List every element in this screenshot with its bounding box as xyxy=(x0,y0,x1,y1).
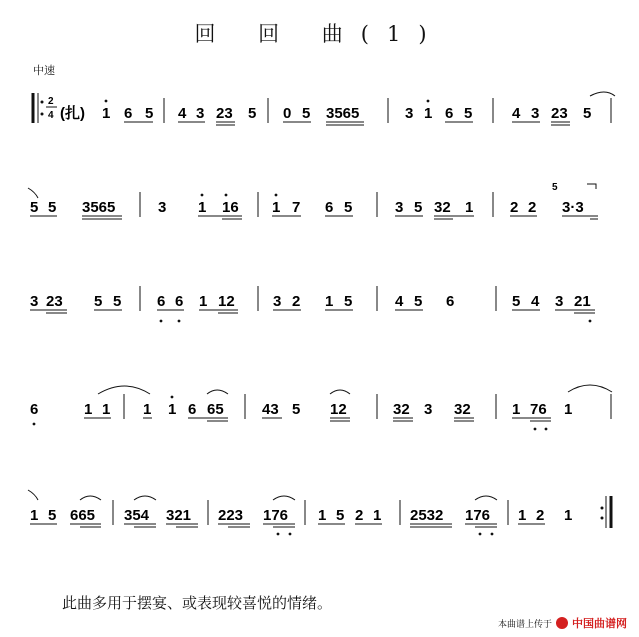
svg-text:1: 1 xyxy=(318,507,327,524)
site-logo-icon xyxy=(556,617,568,629)
svg-text:32: 32 xyxy=(454,401,471,418)
svg-text:1: 1 xyxy=(168,401,177,418)
footer-site[interactable]: 中国曲谱网 xyxy=(572,617,627,630)
svg-text:5: 5 xyxy=(464,105,473,122)
svg-text:1: 1 xyxy=(199,293,208,310)
svg-text:5: 5 xyxy=(145,105,154,122)
svg-text:21: 21 xyxy=(574,293,591,310)
svg-text:354: 354 xyxy=(124,507,150,524)
svg-text:12: 12 xyxy=(330,401,347,418)
row-5 xyxy=(28,490,611,535)
svg-text:5: 5 xyxy=(512,293,521,310)
svg-text:4: 4 xyxy=(395,293,404,310)
tempo-mark: 中速 xyxy=(33,64,55,77)
svg-text:32: 32 xyxy=(393,401,410,418)
svg-text:3·3: 3·3 xyxy=(562,199,584,216)
svg-text:5: 5 xyxy=(292,401,301,418)
svg-text:2: 2 xyxy=(536,507,545,524)
svg-text:1: 1 xyxy=(272,199,281,216)
svg-text:23: 23 xyxy=(551,105,568,122)
svg-text:23: 23 xyxy=(46,293,63,310)
grace-note: 5 xyxy=(552,182,558,193)
time-sig-bottom: 4 xyxy=(48,110,54,121)
score-title: 回 回 曲(1) xyxy=(194,22,445,46)
svg-text:665: 665 xyxy=(70,507,96,524)
svg-text:1: 1 xyxy=(198,199,207,216)
svg-text:5: 5 xyxy=(583,105,592,122)
svg-text:5: 5 xyxy=(302,105,311,122)
svg-text:3: 3 xyxy=(405,105,414,122)
svg-text:1: 1 xyxy=(424,105,433,122)
svg-text:3: 3 xyxy=(273,293,282,310)
svg-text:1: 1 xyxy=(564,401,573,418)
svg-text:5: 5 xyxy=(48,199,57,216)
svg-text:3565: 3565 xyxy=(82,199,116,216)
footer xyxy=(498,615,627,631)
technique-mark: (扎) xyxy=(60,105,85,122)
svg-text:76: 76 xyxy=(530,401,547,418)
svg-text:1: 1 xyxy=(518,507,527,524)
footer-prefix: 本曲谱上传于 xyxy=(497,619,552,630)
svg-text:5: 5 xyxy=(30,199,39,216)
svg-text:6: 6 xyxy=(188,401,197,418)
svg-text:16: 16 xyxy=(222,199,239,216)
svg-text:1: 1 xyxy=(102,401,111,418)
svg-text:1: 1 xyxy=(143,401,152,418)
svg-text:223: 223 xyxy=(218,507,244,524)
caption: 此曲多用于摆宴、或表现较喜悦的情绪。 xyxy=(62,594,333,612)
svg-text:1: 1 xyxy=(325,293,334,310)
svg-text:32: 32 xyxy=(434,199,451,216)
svg-text:6: 6 xyxy=(157,293,166,310)
svg-text:5: 5 xyxy=(344,199,353,216)
time-sig-top: 2 xyxy=(48,96,54,107)
svg-text:1: 1 xyxy=(84,401,93,418)
svg-text:2: 2 xyxy=(355,507,364,524)
row-3 xyxy=(30,286,595,322)
svg-text:176: 176 xyxy=(263,507,289,524)
row-4 xyxy=(30,385,612,430)
svg-text:3: 3 xyxy=(424,401,433,418)
svg-text:5: 5 xyxy=(113,293,122,310)
svg-text:23: 23 xyxy=(216,105,233,122)
svg-text:4: 4 xyxy=(178,105,187,122)
svg-text:43: 43 xyxy=(262,401,279,418)
svg-text:2: 2 xyxy=(510,199,519,216)
svg-text:5: 5 xyxy=(336,507,345,524)
svg-text:2: 2 xyxy=(528,199,537,216)
svg-text:5: 5 xyxy=(248,105,257,122)
svg-text:6: 6 xyxy=(325,199,334,216)
svg-text:4: 4 xyxy=(531,293,540,310)
svg-text:5: 5 xyxy=(94,293,103,310)
svg-text:0: 0 xyxy=(283,105,292,122)
svg-text:6: 6 xyxy=(445,105,454,122)
svg-text:1: 1 xyxy=(373,507,382,524)
svg-text:6: 6 xyxy=(446,293,455,310)
svg-text:3: 3 xyxy=(30,293,39,310)
svg-text:2532: 2532 xyxy=(410,507,444,524)
svg-text:5: 5 xyxy=(344,293,353,310)
svg-text:1: 1 xyxy=(102,105,111,122)
svg-text:5: 5 xyxy=(48,507,57,524)
svg-text:65: 65 xyxy=(207,401,224,418)
svg-text:7: 7 xyxy=(292,199,301,216)
svg-text:3: 3 xyxy=(196,105,205,122)
svg-text:2: 2 xyxy=(292,293,301,310)
svg-text:1: 1 xyxy=(512,401,521,418)
svg-text:5: 5 xyxy=(414,293,423,310)
svg-text:12: 12 xyxy=(218,293,235,310)
svg-text:1: 1 xyxy=(564,507,573,524)
svg-text:6: 6 xyxy=(175,293,184,310)
svg-text:1: 1 xyxy=(465,199,474,216)
svg-text:3: 3 xyxy=(555,293,564,310)
svg-text:3: 3 xyxy=(395,199,404,216)
row-1 xyxy=(33,92,615,125)
svg-text:3565: 3565 xyxy=(326,105,360,122)
svg-text:6: 6 xyxy=(30,401,39,418)
svg-text:4: 4 xyxy=(512,105,521,122)
svg-text:3: 3 xyxy=(531,105,540,122)
svg-text:6: 6 xyxy=(124,105,133,122)
svg-text:176: 176 xyxy=(465,507,491,524)
row-2 xyxy=(28,182,598,219)
svg-text:5: 5 xyxy=(414,199,423,216)
svg-text:3: 3 xyxy=(158,199,167,216)
svg-text:321: 321 xyxy=(166,507,192,524)
svg-text:1: 1 xyxy=(30,507,39,524)
